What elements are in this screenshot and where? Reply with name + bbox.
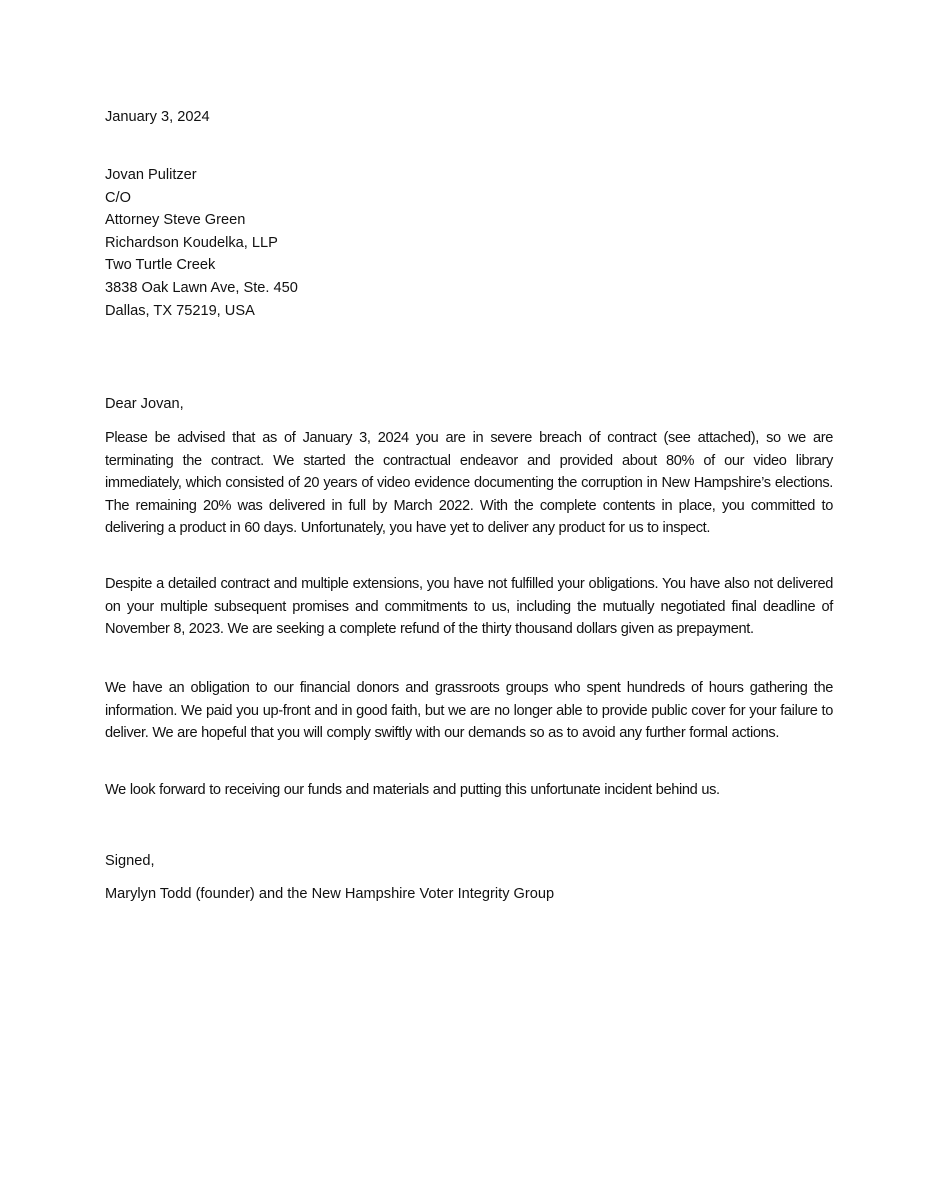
body-paragraph: Despite a detailed contract and multiple extensions, you have not fulfilled your obligations. You have also not delivered on your multiple subsequent promises and commitments to us, including the mutually negotiated final deadline of November 8, 2023. We are seeking a complete refund of the thirty thousand dollars given as prepayment.	[105, 576, 833, 638]
body-paragraph: We look forward to receiving our funds and materials and putting this unfortunate incident behind us.	[105, 782, 720, 798]
law-firm: Richardson Koudelka, LLP	[105, 234, 278, 251]
attorney-name: Attorney Steve Green	[105, 212, 246, 229]
address-city-state: Dallas, TX 75219, USA	[105, 302, 255, 319]
recipient-name: Jovan Pulitzer	[105, 167, 197, 183]
body-paragraph: We have an obligation to our financial donors and grassroots groups who spent hundreds of hours gathering the information. We paid you up-front and in good faith, but we are no longer able to provide public cover for your failure to deliver. We are hopeful that you will comply swiftly with our demands so as to avoid any further formal actions.	[105, 680, 833, 742]
signer: Marylyn Todd (founder) and the New Hampshire Voter Integrity Group	[105, 886, 555, 902]
closing: Signed,	[105, 853, 155, 869]
address-line-1: Two Turtle Creek	[105, 257, 216, 274]
address-line-2: 3838 Oak Lawn Ave, Ste. 450	[105, 279, 298, 296]
body-paragraph: Please be advised that as of January 3, 2024 you are in severe breach of contract (see attached), so we are terminating the contract. We started the contractual endeavor and provided about 80% of our video library immediately, which consisted of 20 years of video evidence documenting the corruption in New Hampshire’s elections. The remaining 20% was delivered in full by March 2022. With the complete contents in place, you committed to delivering a product in 60 days. Unfortunately, you have yet to deliver any product for us to inspect.	[105, 430, 833, 537]
care-of: C/O	[105, 189, 131, 206]
recipient-address	[105, 164, 298, 322]
letter-date: January 3, 2024	[105, 109, 210, 125]
salutation: Dear Jovan,	[105, 396, 184, 412]
